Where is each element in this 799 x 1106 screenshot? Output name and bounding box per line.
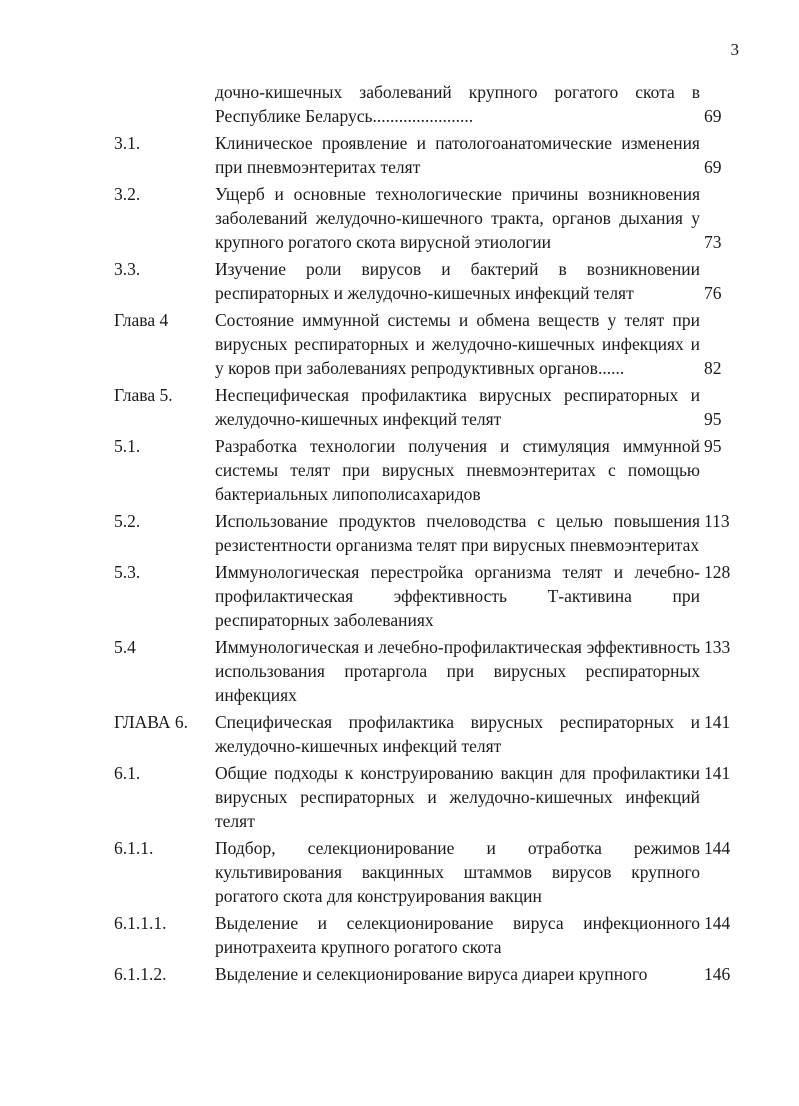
toc-entry-title: Разработка технологии получения и стимуляция иммунной системы телят при вирусных пневмоэнтеритах с помощью бактериальных липополисахаридов: [215, 436, 700, 504]
toc-entry-page: 146: [704, 964, 731, 984]
toc-entry-page: 144: [704, 838, 731, 858]
toc-entry-title: Использование продуктов пчеловодства с целью повышения резистентности организма телят при вирусных пневмоэнтеритах: [215, 511, 700, 555]
toc-entry-page: 128: [704, 562, 731, 582]
toc-entry: [0, 761, 799, 833]
toc-entry-number: 3.2.: [114, 184, 141, 204]
toc-entry-number: ГЛАВА 6.: [114, 712, 189, 732]
toc-entry: [0, 911, 799, 959]
toc-entry-page: 95: [704, 436, 722, 456]
toc-entry: [0, 509, 799, 557]
toc-entry: [0, 635, 799, 707]
toc-entry-page: 73: [704, 232, 722, 252]
toc-entry: [0, 560, 799, 632]
toc-entry-number: 6.1.: [114, 763, 141, 783]
toc-entry: [0, 182, 799, 254]
toc-entry-title: дочно-кишечных заболеваний крупного рогатого скота в Республике Беларусь.......................: [215, 82, 700, 126]
toc-entry-title: Клиническое проявление и патологоанатомические изменения при пневмоэнтеритах телят: [215, 133, 700, 177]
toc-entry: [0, 962, 799, 986]
toc-entry-title: Неспецифическая профилактика вирусных респираторных и желудочно-кишечных инфекций телят: [215, 385, 700, 429]
toc-entry: [0, 434, 799, 506]
toc-entry-number: 6.1.1.1.: [114, 913, 167, 933]
toc-entry-page: 133: [704, 637, 731, 657]
toc-entry-title: Общие подходы к конструированию вакцин для профилактики вирусных респираторных и желудочно-кишечных инфекций телят: [215, 763, 700, 831]
toc-entry-page: 141: [704, 763, 731, 783]
toc-entry-number: 5.3.: [114, 562, 141, 582]
toc-entry-number: 5.1.: [114, 436, 141, 456]
toc-entry-number: 6.1.1.: [114, 838, 154, 858]
toc-entry: [0, 383, 799, 431]
toc-entry-number: 3.1.: [114, 133, 141, 153]
toc-entry-title: Выделение и селекционирование вируса диареи крупного: [215, 964, 648, 984]
toc-entry: [0, 710, 799, 758]
toc-entry-title: Иммунологическая перестройка организма телят и лечебно-профилактическая эффективность Т-активина при респираторных заболеваниях: [215, 562, 700, 630]
toc-entry-page: 82: [704, 358, 722, 378]
toc-entry: [0, 80, 799, 128]
toc-entry-title: Специфическая профилактика вирусных респираторных и желудочно-кишечных инфекций телят: [215, 712, 700, 756]
toc-entry-title: Выделение и селекционирование вируса инфекционного ринотрахеита крупного рогатого скота: [215, 913, 700, 957]
page-number: 3: [730, 40, 739, 59]
toc-entry-number: Глава 4: [114, 310, 169, 330]
toc-entry-number: 5.2.: [114, 511, 141, 531]
toc-entry-title: Состояние иммунной системы и обмена веществ у телят при вирусных респираторных и желудочно-кишечных инфекциях и у коров при заболеваниях репродуктивных органов......: [215, 310, 700, 378]
toc-entry-number: 6.1.1.2.: [114, 964, 167, 984]
toc-entry-number: 5.4: [114, 637, 136, 657]
toc-entry-title: Изучение роли вирусов и бактерий в возникновении респираторных и желудочно-кишечных инфекций телят: [215, 259, 700, 303]
toc-entry-title: Ущерб и основные технологические причины возникновения заболеваний желудочно-кишечного тракта, органов дыхания у крупного рогатого скота вирусной этиологии: [215, 184, 700, 252]
toc-entry-number: Глава 5.: [114, 385, 173, 405]
toc-entry-title: Иммунологическая и лечебно-профилактическая эффективность использования протаргола при вирусных респираторных инфекциях: [215, 637, 700, 705]
toc-entry-page: 141: [704, 712, 731, 732]
toc-entry: [0, 836, 799, 908]
toc-entry-page: 69: [704, 157, 722, 177]
toc-entry-title: Подбор, селекционирование и отработка режимов культивирования вакцинных штаммов вирусов крупного рогатого скота для конструирования вакцин: [215, 838, 700, 906]
toc-entry-page: 76: [704, 283, 722, 303]
toc-entry: [0, 131, 799, 179]
toc-entry: [0, 308, 799, 380]
toc-entry: [0, 257, 799, 305]
toc-entry-page: 95: [704, 409, 722, 429]
toc-entry-number: 3.3.: [114, 259, 141, 279]
toc-entry-page: 144: [704, 913, 731, 933]
toc-entry-page: 69: [704, 106, 722, 126]
table-of-contents: [0, 80, 799, 986]
toc-entry-page: 113: [704, 511, 730, 531]
